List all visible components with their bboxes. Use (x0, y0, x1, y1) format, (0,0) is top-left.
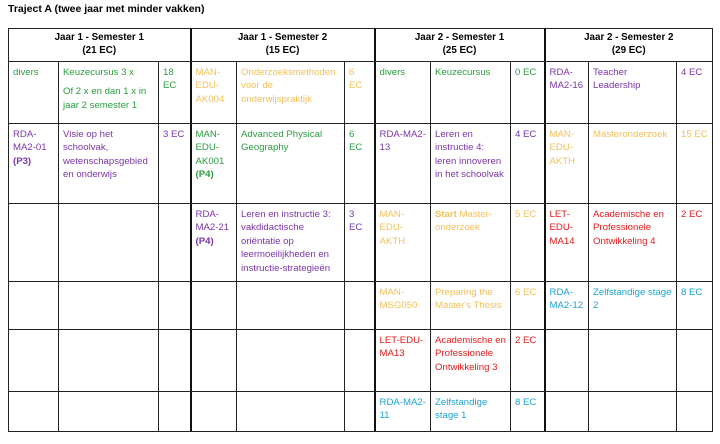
table-row (9, 62, 713, 124)
course-name: Start Master-onderzoek (431, 204, 511, 282)
course-ec: 3 EC (345, 204, 375, 282)
course-name: Zelfstandige stage 2 (589, 282, 677, 330)
course-ec: 4 EC (511, 124, 545, 204)
course-name: Masteronderzoek (589, 124, 677, 204)
course-code: divers (9, 62, 59, 124)
course-ec: 18 EC (159, 62, 191, 124)
empty-cell (191, 330, 237, 392)
empty-cell (59, 392, 159, 432)
course-name: Preparing the Master's Thesis (431, 282, 511, 330)
course-name: Keuzecursus 3 x Of 2 x en dan 1 x in jaar 2 semester 1 (59, 62, 159, 124)
header-y2s2: Jaar 2 - Semester 2 (29 EC) (545, 29, 713, 62)
study-plan-table (8, 28, 713, 432)
empty-cell (237, 330, 345, 392)
empty-cell (159, 392, 191, 432)
course-name: Academische en Professionele Ontwikkeling 3 (431, 330, 511, 392)
course-code: LET-EDU-MA13 (375, 330, 431, 392)
empty-cell (159, 204, 191, 282)
course-code: RDA-MA2-12 (545, 282, 589, 330)
course-code: RDA-MA2-11 (375, 392, 431, 432)
course-ec: 0 EC (511, 62, 545, 124)
table-row (9, 204, 713, 282)
period-label: (P4) (195, 235, 214, 247)
course-ec: 4 EC (677, 62, 713, 124)
course-name: Zelfstandige stage 1 (431, 392, 511, 432)
header-y1s2: Jaar 1 - Semester 2 (15 EC) (191, 29, 375, 62)
table-row (9, 282, 713, 330)
course-ec: 6 EC (345, 62, 375, 124)
course-code: RDA-MA2-21 (P4) (191, 204, 237, 282)
empty-cell (59, 204, 159, 282)
empty-cell (237, 392, 345, 432)
empty-cell (9, 282, 59, 330)
table-row (9, 330, 713, 392)
empty-cell (159, 330, 191, 392)
course-name: Leren en instructie 3: vakdidactische oriëntatie op leermoeilijkheden en instructie-strategieën (237, 204, 345, 282)
course-ec: 5 EC (511, 204, 545, 282)
header-row (9, 29, 713, 62)
course-ec: 8 EC (511, 392, 545, 432)
course-ec: 6 EC (511, 282, 545, 330)
empty-cell (589, 392, 677, 432)
period-label: (P3) (13, 155, 32, 167)
empty-cell (59, 330, 159, 392)
empty-cell (9, 330, 59, 392)
empty-cell (589, 330, 677, 392)
course-name: Teacher Leadership (589, 62, 677, 124)
course-ec: 2 EC (511, 330, 545, 392)
header-y1s1: Jaar 1 - Semester 1 (21 EC) (9, 29, 191, 62)
page-title: Traject A (twee jaar met minder vakken) (8, 3, 205, 15)
course-name: Leren en instructie 4: leren innoveren in het schoolvak (431, 124, 511, 204)
course-code: MAN-EDU-AKTH (375, 204, 431, 282)
empty-cell (191, 392, 237, 432)
empty-cell (345, 392, 375, 432)
course-name: Visie op het schoolvak, wetenschapsgebied en onderwijs (59, 124, 159, 204)
empty-cell (9, 392, 59, 432)
table-row (9, 392, 713, 432)
empty-cell (191, 282, 237, 330)
course-name: Advanced Physical Geography (237, 124, 345, 204)
empty-cell (9, 204, 59, 282)
course-name: Onderzoeksmethoden voor de onderwijspraktijk (237, 62, 345, 124)
empty-cell (345, 330, 375, 392)
course-ec: 8 EC (677, 282, 713, 330)
empty-cell (345, 282, 375, 330)
course-code: MAN-MSG050 (375, 282, 431, 330)
course-code: RDA-MA2-13 (375, 124, 431, 204)
course-ec: 3 EC (159, 124, 191, 204)
empty-cell (545, 392, 589, 432)
course-code: RDA-MA2-16 (545, 62, 589, 124)
course-code: MAN-EDU-AK004 (191, 62, 237, 124)
header-y2s1: Jaar 2 - Semester 1 (25 EC) (375, 29, 545, 62)
course-name: Academische en Professionele Ontwikkeling 4 (589, 204, 677, 282)
empty-cell (159, 282, 191, 330)
course-code: divers (375, 62, 431, 124)
empty-cell (59, 282, 159, 330)
course-code: MAN-EDU-AKTH (545, 124, 589, 204)
table-row (9, 124, 713, 204)
period-label: (P4) (195, 169, 214, 181)
course-ec: 15 EC (677, 124, 713, 204)
course-code: LET-EDU-MA14 (545, 204, 589, 282)
empty-cell (545, 330, 589, 392)
empty-cell (677, 330, 713, 392)
course-ec: 2 EC (677, 204, 713, 282)
course-code: RDA-MA2-01 (P3) (9, 124, 59, 204)
empty-cell (237, 282, 345, 330)
course-code: MAN-EDU-AK001 (P4) (191, 124, 237, 204)
course-name: Keuzecursus (431, 62, 511, 124)
course-ec: 6 EC (345, 124, 375, 204)
empty-cell (677, 392, 713, 432)
